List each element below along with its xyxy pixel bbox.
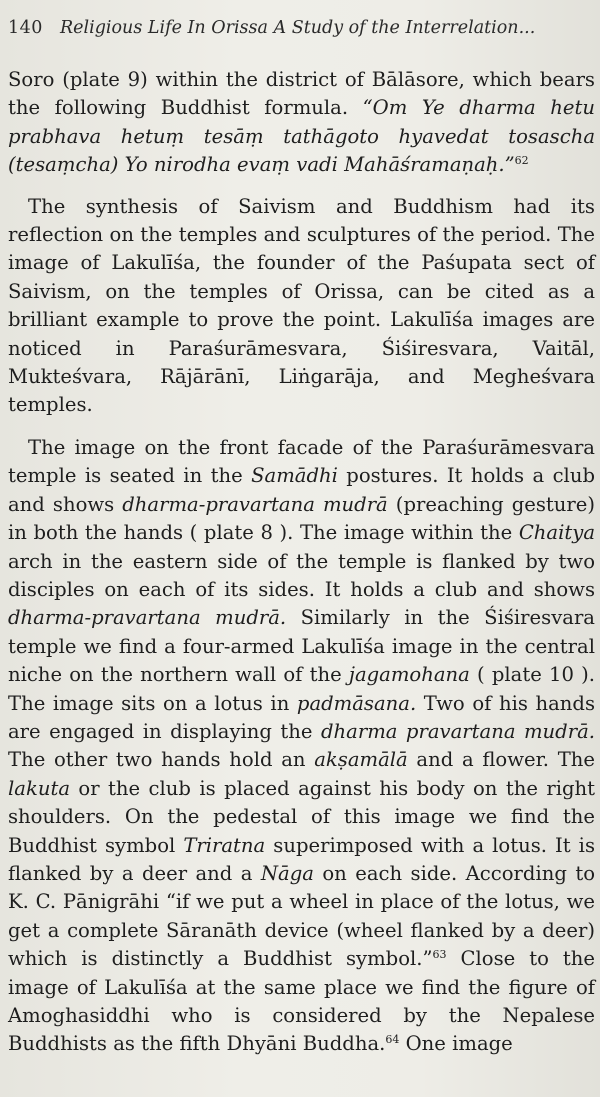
italic-run: akṣamālā (314, 748, 408, 772)
running-title: Religious Life In Orissa A Study of the Interrelation... (60, 18, 536, 38)
italic-run: Samādhi (251, 464, 338, 488)
body-text (8, 66, 595, 1059)
footnote-ref: 64 (385, 1033, 400, 1047)
italic-run: dharma pravartana mudrā. (320, 719, 595, 743)
text-run: postures. It holds a club and shows (8, 464, 595, 516)
italic-run: padmāsana. (296, 691, 417, 715)
italic-run: lakuta (8, 776, 70, 800)
paragraph (8, 193, 595, 420)
italic-run: dharma-pravartana mudrā. (8, 606, 287, 630)
footnote-ref: 63 (432, 948, 447, 962)
text-run: One image (399, 1032, 513, 1056)
page-number: 140 (8, 18, 43, 38)
paragraph (8, 434, 595, 1059)
text-run: (preaching gesture) in both the hands ( plate 8 ). The image within the (8, 492, 595, 545)
page-header (8, 18, 595, 52)
text-run: arch in the eastern side of the temple is flanked by two disciples on each of its sides. It holds a club and shows (8, 549, 595, 601)
text-run: and a flower. The (407, 748, 595, 772)
text-run: Close to the image of Lakulīśa at the same place we find the figure of Amoghasiddhi who is considered by the Nepalese Buddhists as the fifth Dhyāni Buddha. (8, 947, 595, 1056)
text-run: Soro (plate 9) within the district of Bālāsore, which bears the following Buddhist formula. (8, 68, 595, 120)
text-run: The other two hands hold an (8, 748, 315, 772)
text-run: on each side. According to K. C. Pānigrāhi “if we put a wheel in place of the lotus, we get a complete Sāranāth device (wheel flanked by a deer) which is distinctly a Buddhist symbol.” (8, 861, 595, 971)
text-run: The image on the front facade of the Paraśurāmesvara temple is seated in the (8, 435, 595, 488)
italic-run: jagamohana (348, 663, 470, 687)
text-run: ( plate 10 ). The image sits on a lotus in (8, 663, 596, 715)
text-run: or the club is placed against his body on the right shoulders. On the pedestal of this image we find the Buddhist symbol (8, 776, 595, 857)
italic-run: dharma-pravartana mudrā (122, 492, 388, 516)
text-run: Similarly in the Śiśiresvara temple we find a four-armed Lakulīśa image in the central niche on the northern wall of the (8, 606, 595, 687)
footnote-ref: 62 (514, 154, 529, 168)
text-run: Two of his hands are engaged in displaying the (8, 691, 595, 743)
italic-run: Triratna (183, 833, 266, 857)
text-run: The synthesis of Saivism and Buddhism had its reflection on the temples and sculptures of the period. The image of Lakulīśa, the founder of the Paśupata sect of Saivism, on the temples of Orissa, can be cited as a brilliant example to prove the point. Lakulīśa images are noticed in Paraśurāmesvara, Śiśiresvara, Vaitāl, Mukteśvara, Rājārānī, Liṅgarāja, and Megheśvara temples. (8, 194, 595, 417)
text-run: superimposed with a lotus. It is flanked by a deer and a (8, 833, 596, 885)
paragraph (8, 66, 595, 180)
italic-run: Chaitya (518, 521, 595, 545)
italic-run: “Om Ye dharma hetu prabhava hetuṃ tesāṃ tathāgoto hyavedat tosascha (tesaṃcha) Yo nirodha evaṃ vadi Mahāśramaṇaḥ.” (8, 96, 595, 177)
italic-run: Nāga (260, 861, 314, 885)
